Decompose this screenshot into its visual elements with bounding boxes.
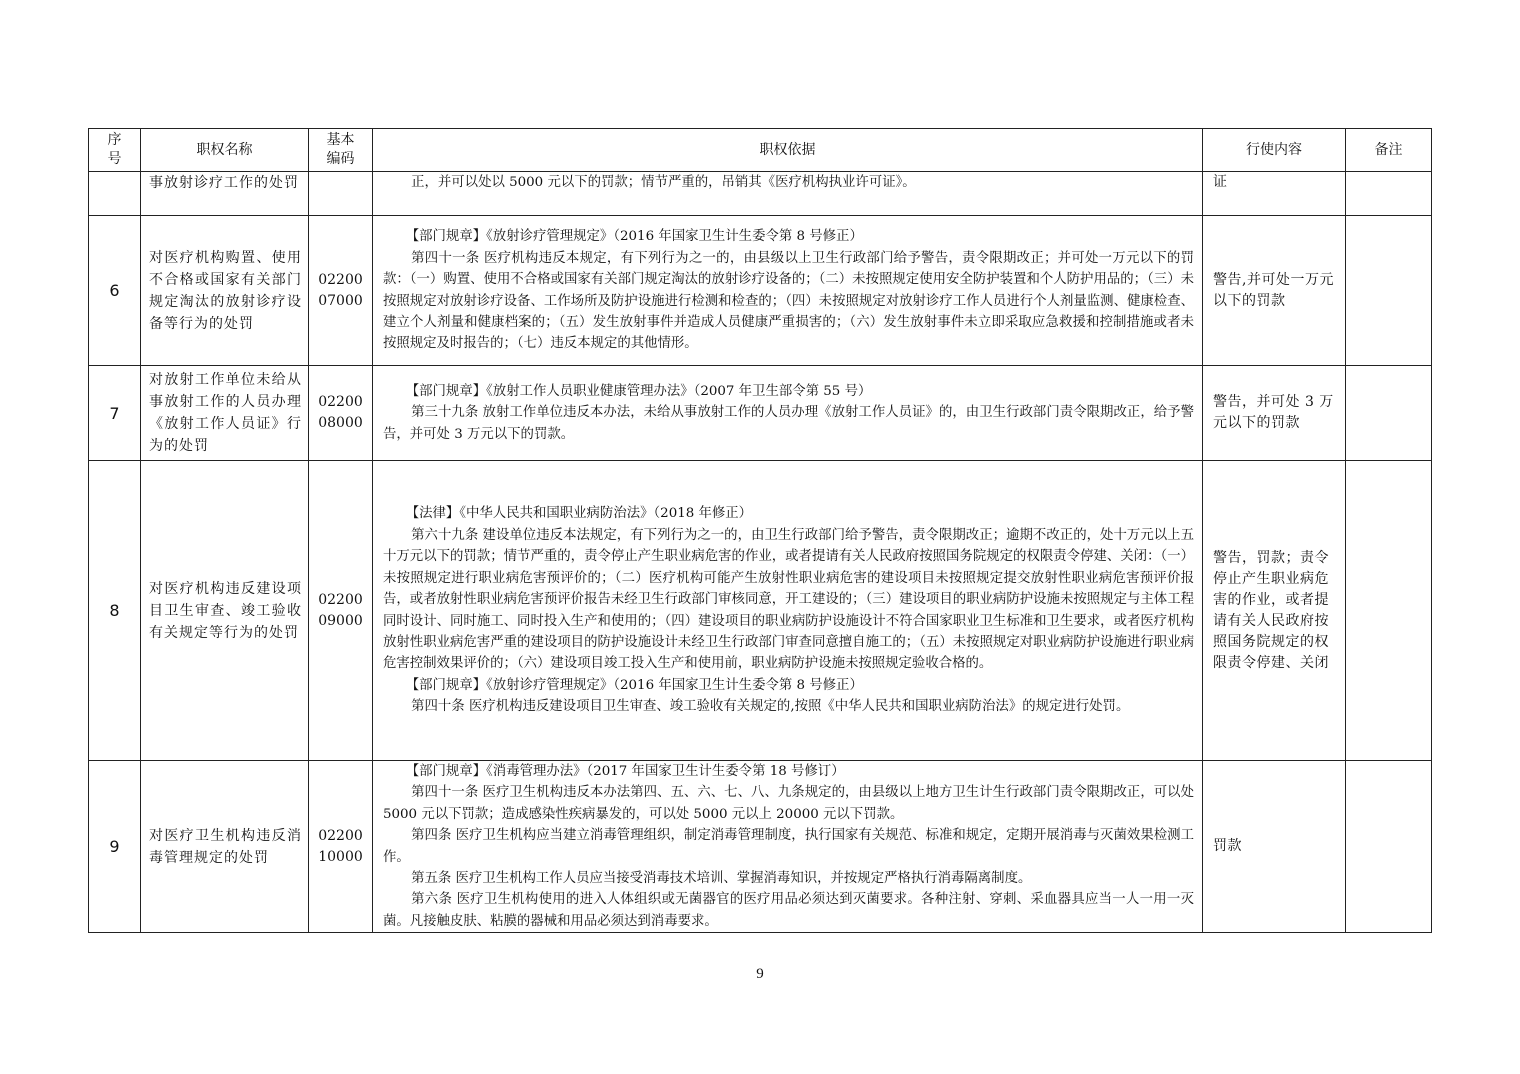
code-part: 09000 (318, 612, 363, 629)
table-row-continuation (89, 172, 1432, 216)
basis-paragraph: 第四十一条 医疗机构违反本规定，有下列行为之一的，由县级以上卫生行政部门给予警告，责令限期改正；并可处一万元以下的罚款：（一）购置、使用不合格或国家有关部门规定淘汰的放射诊疗设备的；（二）未按照规定使用安全防护装置和个人防护用品的；（三）未按照规定对放射诊疗设备、工作场所及防护设施进行检测和检查的；（四）未按照规定对放射诊疗工作人员进行个人剂量监测、健康检查、建立个人剂量和健康档案的；（五）发生放射事件并造成人员健康严重损害的；（六）发生放射事件未立即采取应急救援和控制措施或者未按照规定及时报告的；（七）违反本规定的其他情形。 (383, 250, 1194, 352)
basis-paragraph: 【部门规章】《放射诊疗管理规定》（2016 年国家卫生计生委令第 8 号修正） (405, 229, 863, 245)
row-content: 警告，罚款；责令停止产生职业病危害的作业，或者提请有关人民政府按照国务院规定的权限责令停建、关闭 (1203, 461, 1346, 761)
row-code (309, 461, 373, 761)
basis-paragraph: 正，并可以处以 5000 元以下的罚款；情节严重的，吊销其《医疗机构执业许可证》。 (411, 175, 916, 190)
basis-paragraph: 【部门规章】《放射诊疗管理规定》（2016 年国家卫生计生委令第 8 号修正） (405, 677, 863, 693)
table-header-row (89, 129, 1432, 172)
row-code (309, 216, 373, 366)
header-content: 行使内容 (1203, 129, 1346, 172)
row-content: 警告，并可处 3 万元以下的罚款 (1203, 366, 1346, 461)
row-name: 事放射诊疗工作的处罚 (141, 172, 309, 216)
row-code (309, 172, 373, 216)
code-part: 02200 (318, 394, 363, 410)
basis-paragraph: 第五条 医疗卫生机构工作人员应当接受消毒技术培训、掌握消毒知识，并按规定严格执行消毒隔离制度。 (411, 871, 1032, 887)
row-no: 8 (89, 461, 141, 761)
row-note (1346, 461, 1432, 761)
header-name: 职权名称 (141, 129, 309, 172)
table-row (89, 366, 1432, 461)
row-note (1346, 761, 1432, 933)
basis-paragraph: 【法律】《中华人民共和国职业病防治法》（2018 年修正） (405, 506, 753, 522)
row-basis (373, 761, 1203, 933)
header-basis: 职权依据 (373, 129, 1203, 172)
header-note: 备注 (1346, 129, 1432, 172)
row-content: 警告,并可处一万元以下的罚款 (1203, 216, 1346, 366)
row-content: 罚款 (1203, 761, 1346, 933)
table-row (89, 761, 1432, 933)
row-no: 6 (89, 216, 141, 366)
basis-paragraph: 第四条 医疗卫生机构应当建立消毒管理组织，制定消毒管理制度，执行国家有关规范、标准和规定，定期开展消毒与灭菌效果检测工作。 (383, 828, 1194, 865)
row-code (309, 761, 373, 933)
header-no: 序号 (89, 129, 141, 172)
header-code: 基本编码 (309, 129, 373, 172)
row-basis (373, 461, 1203, 761)
row-note (1346, 172, 1432, 216)
row-no: 7 (89, 366, 141, 461)
row-basis (373, 366, 1203, 461)
page-number: 9 (756, 966, 764, 982)
row-basis (373, 216, 1203, 366)
code-part: 02200 (318, 591, 363, 608)
basis-paragraph: 第三十九条 放射工作单位违反本办法，未给从事放射工作的人员办理《放射工作人员证》的，由卫生行政部门责令限期改正，给予警告，并可处 3 万元以下的罚款。 (383, 405, 1194, 442)
code-part: 02200 (318, 271, 363, 288)
row-no (89, 172, 141, 216)
table-row (89, 216, 1432, 366)
row-basis (373, 172, 1203, 216)
row-note (1346, 366, 1432, 461)
basis-paragraph: 【部门规章】《放射工作人员职业健康管理办法》（2007 年卫生部令第 55 号） (405, 383, 872, 399)
row-name: 对医疗机构购置、使用不合格或国家有关部门规定淘汰的放射诊疗设备等行为的处罚 (141, 216, 309, 366)
table-row (89, 461, 1432, 761)
authority-table (88, 128, 1432, 933)
row-code (309, 366, 373, 461)
code-part: 07000 (318, 292, 363, 309)
row-name: 对医疗卫生机构违反消毒管理规定的处罚 (141, 761, 309, 933)
basis-paragraph: 第六十九条 建设单位违反本法规定，有下列行为之一的，由卫生行政部门给予警告，责令限期改正；逾期不改正的，处十万元以上五十万元以下的罚款；情节严重的，责令停止产生职业病危害的作业，或者提请有关人民政府按照国务院规定的权限责令停建、关闭：（一）未按照规定进行职业病危害预评价的；（二）医疗机构可能产生放射性职业病危害的建设项目未按照规定提交放射性职业病危害预评价报告，或者放射性职业病危害预评价报告未经卫生行政部门审核同意，开工建设的；（三）建设项目的职业病防护设施未按照规定与主体工程同时设计、同时施工、同时投入生产和使用的；（四）建设项目的职业病防护设施设计不符合国家职业卫生标准和卫生要求，或者医疗机构放射性职业病危害严重的建设项目的防护设施设计未经卫生行政部门审查同意擅自施工的；（五）未按照规定对职业病防护设施进行职业病危害控制效果评价的；（六）建设项目竣工投入生产和使用前，职业病防护设施未按照规定验收合格的。 (383, 527, 1194, 672)
row-note (1346, 216, 1432, 366)
basis-paragraph: 第四十一条 医疗卫生机构违反本办法第四、五、六、七、八、九条规定的，由县级以上地方卫生计生行政部门责令限期改正，可以处 5000 元以下罚款；造成感染性疾病暴发的，可以处 5000 元以上 20000 元以下罚款。 (383, 785, 1194, 822)
basis-paragraph: 【部门规章】《消毒管理办法》（2017 年国家卫生计生委令第 18 号修订） (405, 764, 845, 779)
row-content: 证 (1203, 172, 1346, 216)
basis-paragraph: 第四十条 医疗机构违反建设项目卫生审查、竣工验收有关规定的,按照《中华人民共和国职业病防治法》的规定进行处罚。 (411, 699, 1130, 715)
basis-paragraph: 第六条 医疗卫生机构使用的进入人体组织或无菌器官的医疗用品必须达到灭菌要求。各种注射、穿刺、采血器具应当一人一用一灭菌。凡接触皮肤、粘膜的器械和用品必须达到消毒要求。 (383, 892, 1194, 929)
row-name: 对医疗机构违反建设项目卫生审查、竣工验收有关规定等行为的处罚 (141, 461, 309, 761)
row-name: 对放射工作单位未给从事放射工作的人员办理《放射工作人员证》行为的处罚 (141, 366, 309, 461)
code-part: 08000 (318, 415, 363, 431)
code-part: 10000 (318, 848, 363, 865)
row-no: 9 (89, 761, 141, 933)
code-part: 02200 (318, 827, 363, 844)
